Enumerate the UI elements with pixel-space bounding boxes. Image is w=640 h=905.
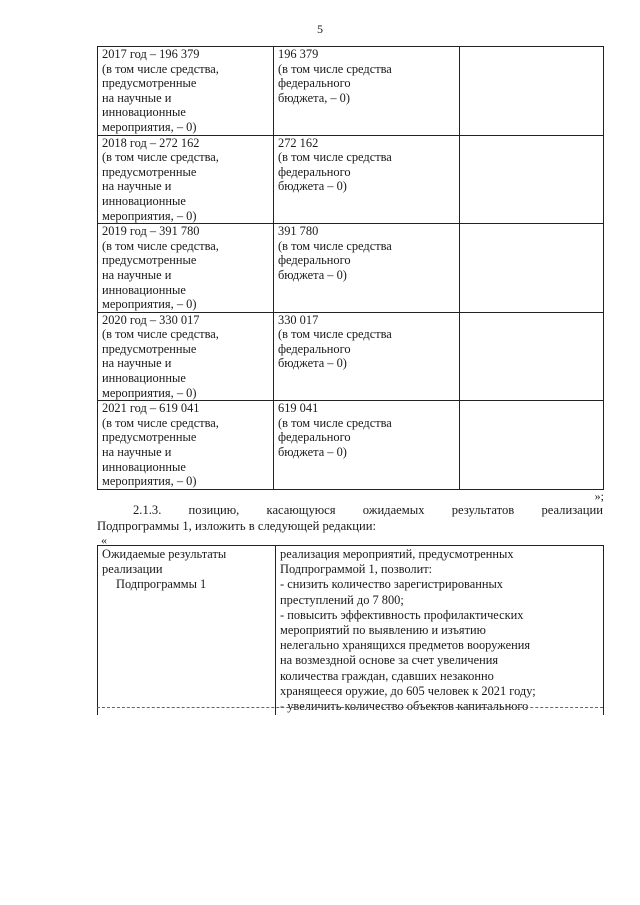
- results-content-line: мероприятий по выявлению и изъятию: [280, 623, 486, 638]
- page-cut-line: [97, 707, 603, 708]
- year-cell-line: (в том числе средства,: [102, 61, 219, 76]
- results-content-line: - увеличить количество объектов капитального: [280, 699, 529, 714]
- funding-row: [98, 47, 604, 136]
- funding-empty-cell: [460, 224, 604, 313]
- funding-row: [98, 224, 604, 313]
- year-cell-line: на научные и: [102, 267, 172, 282]
- federal-cell-line: 272 162: [278, 135, 319, 150]
- funding-empty-cell: [460, 401, 604, 490]
- federal-cell-line: федерального: [278, 253, 351, 268]
- funding-table: [97, 46, 604, 490]
- federal-cell-line: (в том числе средства: [278, 415, 392, 430]
- year-cell-line: мероприятия, – 0): [102, 297, 197, 312]
- federal-cell-line: федерального: [278, 430, 351, 445]
- year-cell-line: (в том числе средства,: [102, 238, 219, 253]
- year-cell-line: (в том числе средства,: [102, 415, 219, 430]
- federal-cell-line: бюджета – 0): [278, 445, 347, 460]
- closing-quote-mark: »;: [594, 489, 604, 503]
- amendment-paragraph: [97, 503, 603, 534]
- year-cell-line: инновационные: [102, 459, 186, 474]
- year-cell-line: на научные и: [102, 356, 172, 371]
- year-cell-line: предусмотренные: [102, 76, 197, 91]
- label-line: Ожидаемые результаты: [102, 547, 227, 561]
- opening-quote-mark: «: [101, 533, 107, 547]
- funding-federal-cell: [274, 47, 460, 136]
- results-content-line: хранящееся оружие, до 605 человек к 2021 году;: [280, 683, 536, 698]
- results-content-line: реализация мероприятий, предусмотренных: [280, 547, 514, 561]
- year-cell-line: на научные и: [102, 445, 172, 460]
- funding-federal-cell: [274, 224, 460, 313]
- label-line: Подпрограммы 1: [116, 577, 207, 592]
- federal-cell-line: бюджета – 0): [278, 356, 347, 371]
- results-content-line: - повысить эффективность профилактических: [280, 607, 524, 622]
- year-cell-line: предусмотренные: [102, 164, 197, 179]
- year-cell-line: предусмотренные: [102, 430, 197, 445]
- results-content-line: Подпрограммой 1, позволит:: [280, 562, 433, 577]
- federal-cell-line: (в том числе средства: [278, 61, 392, 76]
- federal-cell-line: (в том числе средства: [278, 150, 392, 165]
- federal-cell-line: 391 780: [278, 224, 319, 239]
- year-cell-line: инновационные: [102, 282, 186, 297]
- funding-year-cell: [98, 135, 274, 224]
- expected-results-label-cell: [98, 546, 276, 716]
- year-cell-line: 2017 год – 196 379: [102, 47, 200, 61]
- funding-empty-cell: [460, 135, 604, 224]
- expected-results-row: [98, 546, 604, 716]
- year-cell-line: инновационные: [102, 193, 186, 208]
- funding-row: [98, 135, 604, 224]
- federal-cell-line: бюджета – 0): [278, 267, 347, 282]
- results-content-line: - снизить количество зарегистрированных: [280, 577, 503, 592]
- federal-cell-line: федерального: [278, 164, 351, 179]
- funding-row: [98, 312, 604, 401]
- federal-cell-line: 196 379: [278, 47, 319, 61]
- year-cell-line: на научные и: [102, 179, 172, 194]
- year-cell-line: предусмотренные: [102, 341, 197, 356]
- paragraph-line-1: 2.1.3. позицию, касающуюся ожидаемых результатов реализации: [133, 503, 603, 517]
- federal-cell-line: 619 041: [278, 401, 319, 416]
- funding-year-cell: [98, 401, 274, 490]
- results-content-line: нелегально хранящихся предметов вооружения: [280, 638, 531, 653]
- results-content-line: преступлений до 7 800;: [280, 592, 404, 607]
- year-cell-line: мероприятия, – 0): [102, 474, 197, 489]
- funding-empty-cell: [460, 312, 604, 401]
- label-line: реализации: [102, 562, 163, 577]
- year-cell-line: предусмотренные: [102, 253, 197, 268]
- year-cell-line: инновационные: [102, 105, 186, 120]
- expected-results-content-cell: [276, 546, 604, 716]
- year-cell-line: (в том числе средства,: [102, 150, 219, 165]
- year-cell-line: мероприятия, – 0): [102, 119, 197, 134]
- funding-row: [98, 401, 604, 490]
- federal-cell-line: бюджета, – 0): [278, 90, 351, 105]
- funding-federal-cell: [274, 312, 460, 401]
- federal-cell-line: 330 017: [278, 312, 319, 327]
- year-cell-line: на научные и: [102, 90, 172, 105]
- year-cell-line: 2019 год – 391 780: [102, 224, 200, 239]
- expected-results-table: [97, 545, 604, 715]
- funding-year-cell: [98, 47, 274, 136]
- year-cell-line: (в том числе средства,: [102, 327, 219, 342]
- federal-cell-line: федерального: [278, 341, 351, 356]
- federal-cell-line: бюджета – 0): [278, 179, 347, 194]
- year-cell-line: 2020 год – 330 017: [102, 312, 200, 327]
- funding-federal-cell: [274, 135, 460, 224]
- year-cell-line: 2021 год – 619 041: [102, 401, 200, 416]
- year-cell-line: инновационные: [102, 371, 186, 386]
- funding-year-cell: [98, 224, 274, 313]
- year-cell-line: 2018 год – 272 162: [102, 135, 200, 150]
- year-cell-line: мероприятия, – 0): [102, 208, 197, 223]
- federal-cell-line: (в том числе средства: [278, 327, 392, 342]
- page-number: 5: [317, 22, 323, 36]
- funding-federal-cell: [274, 401, 460, 490]
- federal-cell-line: (в том числе средства: [278, 238, 392, 253]
- results-content-line: на возмездной основе за счет увеличения: [280, 653, 499, 668]
- paragraph-line-2: Подпрограммы 1, изложить в следующей редакции:: [97, 518, 377, 533]
- results-content-line: количества граждан, сдавших незаконно: [280, 668, 494, 683]
- federal-cell-line: федерального: [278, 76, 351, 91]
- funding-empty-cell: [460, 47, 604, 136]
- year-cell-line: мероприятия, – 0): [102, 385, 197, 400]
- funding-year-cell: [98, 312, 274, 401]
